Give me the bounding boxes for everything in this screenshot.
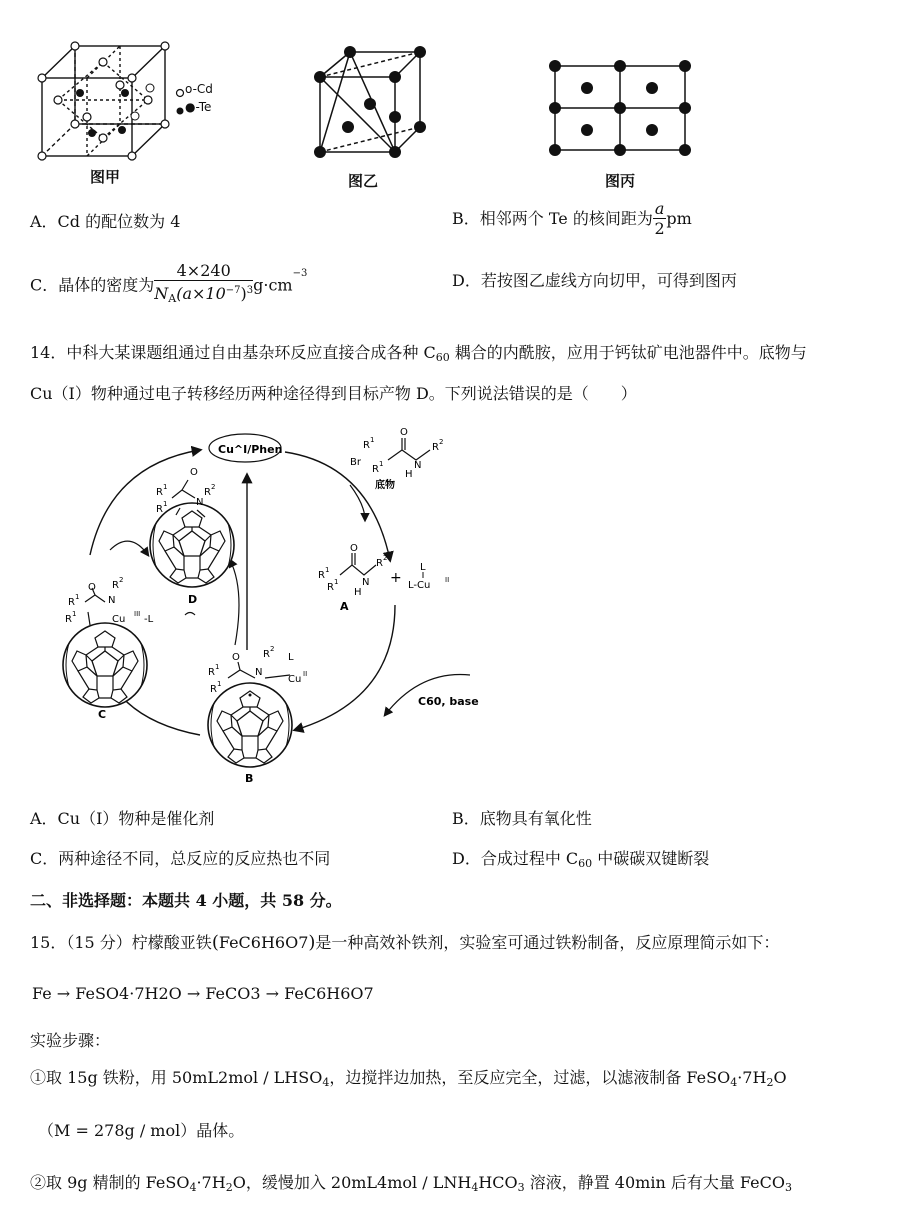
svg-text:R: R	[208, 667, 215, 678]
svg-text:L: L	[288, 652, 294, 663]
svg-text:O: O	[400, 427, 408, 438]
q15-step1-a: ①取 15g 铁粉，用 50mL2mol / LH	[30, 1068, 299, 1087]
label-c: C	[98, 708, 107, 721]
q14-stem-sub: 60	[435, 351, 450, 364]
svg-text:III: III	[134, 610, 141, 618]
svg-text:1: 1	[379, 460, 384, 468]
svg-text:1: 1	[325, 566, 330, 574]
q13-option-c	[30, 262, 307, 309]
q15-step2-d: HCO	[478, 1173, 518, 1192]
svg-text:R: R	[210, 684, 217, 695]
svg-text:II: II	[303, 670, 308, 678]
svg-text:R: R	[376, 558, 383, 569]
svg-text:1: 1	[163, 483, 168, 491]
svg-text:R: R	[372, 464, 379, 475]
svg-text:R: R	[65, 614, 72, 625]
q13-c-den-rest: (a×10	[176, 284, 226, 303]
svg-text:-L: -L	[144, 614, 154, 625]
svg-text:1: 1	[370, 436, 375, 444]
q15-formula-text: FeC6H6O7	[218, 933, 309, 952]
svg-text:2: 2	[439, 438, 444, 446]
label-b: B	[245, 772, 254, 785]
q13-b-post: pm	[666, 209, 692, 228]
svg-text:N: N	[196, 497, 204, 508]
q15-step1-line1: ①取 15g 铁粉，用 $50mL2mol / LHSO_4$，边搅拌边加热，至反应完全，过滤，以滤液制备 $FeSO_4\cdot 7H_2O$	[30, 1068, 787, 1089]
q13-c-unit-exp: −3	[292, 268, 308, 279]
q13-b-den: 2	[654, 219, 665, 238]
svg-text:N: N	[414, 460, 422, 471]
q13-option-a: A．Cd 的配位数为 4	[30, 212, 181, 231]
q15-step2-b: ·7H	[196, 1173, 226, 1192]
svg-text:H: H	[405, 469, 413, 480]
q15-formula: (FeC6H6O7)	[211, 932, 316, 953]
q14-d-post: 中碳碳双键断裂	[592, 849, 710, 868]
svg-text:L: L	[420, 562, 426, 573]
q15-step1-line2: （M = 278g / mol）晶体。	[38, 1121, 245, 1140]
q13-c-fraction	[154, 262, 253, 309]
svg-text:Br: Br	[350, 457, 361, 468]
q14-option-a: A．Cu（I）物种是催化剂	[30, 809, 215, 828]
te-symbol: ●-Te	[185, 100, 212, 114]
svg-text:R: R	[363, 440, 370, 451]
q15-steps-label: 实验步骤：	[30, 1031, 111, 1050]
svg-text:II: II	[445, 576, 450, 584]
figure-yi-cell	[310, 42, 430, 162]
q14-stem-post: 耦合的内酰胺，应用于钙钛矿电池器件中。底物与	[449, 343, 807, 362]
svg-text:2: 2	[270, 645, 275, 653]
svg-text:1: 1	[334, 578, 339, 586]
substrate-structure	[388, 438, 430, 460]
svg-text:R: R	[156, 487, 163, 498]
q15-step2-c: ，缓慢加入 20mL4mol / LNH	[245, 1173, 472, 1192]
q14-stem-line1	[30, 342, 807, 369]
svg-text:1: 1	[217, 680, 222, 688]
q14-reaction-scheme	[50, 420, 520, 795]
svg-text:N: N	[255, 667, 263, 678]
q15-step2: ②取 9g 精制的 $FeSO_4\cdot 7H_2O$，缓慢加入 $20mL4mol / LNH_4HCO_3$ 溶液，静置 40min 后有大量 FeCO$_3$	[30, 1173, 792, 1194]
svg-text:1: 1	[72, 610, 77, 618]
q15-step2-e: 溶液，静置 40min 后有大量 FeCO	[524, 1173, 785, 1192]
q15-stem	[30, 932, 779, 954]
q13-option-d: D．若按图乙虚线方向切甲，可得到图丙	[452, 271, 737, 290]
cu3-label: Cu	[112, 614, 126, 625]
svg-text:Cu: Cu	[288, 674, 302, 685]
svg-text:O: O	[190, 467, 198, 478]
q14-d-pre: D．合成过程中 C	[452, 849, 579, 868]
svg-text:1: 1	[215, 663, 220, 671]
cu2-label: L-Cu	[408, 580, 431, 591]
q15-step1-b: ，边搅拌边加热，至反应完全，过滤，以滤液制备 FeSO	[329, 1068, 731, 1087]
label-a: A	[340, 600, 349, 613]
q14-stem-pre: 14．中科大某课题组通过自由基杂环反应直接合成各种 C	[30, 343, 436, 362]
svg-text:+: +	[390, 570, 402, 586]
q15-step1-c: ·7H	[737, 1068, 767, 1087]
fig-jia-caption: 图甲	[90, 168, 121, 186]
q13-c-exp2: 3	[246, 285, 254, 296]
svg-text:2: 2	[383, 554, 388, 562]
svg-text:R: R	[112, 580, 119, 591]
svg-text:R: R	[327, 582, 334, 593]
svg-text:R: R	[68, 597, 75, 608]
svg-text:R: R	[204, 487, 211, 498]
q14-d-sub: 60	[578, 857, 593, 870]
fig-yi-caption: 图乙	[348, 172, 379, 190]
q13-option-b	[452, 200, 692, 239]
q13-c-pre: C．晶体的密度为	[30, 275, 155, 295]
svg-text:1: 1	[163, 500, 168, 508]
svg-text:R: R	[432, 442, 439, 453]
q13-b-pre: B．相邻两个 Te 的核间距为	[452, 209, 653, 228]
reagent-label: C60, base	[418, 695, 479, 708]
q14-stem-line2: Cu（I）物种通过电子转移经历两种途径得到目标产物 D。下列说法错误的是（ ）	[30, 384, 637, 403]
q13-c-na: N	[154, 284, 169, 303]
q13-c-den: $N_A(a\times 10^{-7})^3$	[154, 284, 254, 305]
q15-reaction: Fe → FeSO4·7H2O → FeCO3 → FeC6H6O7	[32, 984, 374, 1003]
svg-text:N: N	[108, 595, 116, 606]
fig-jia-legend-te	[185, 100, 211, 114]
q13-c-exp1: −7	[225, 285, 241, 296]
fig-jia-legend-cd: o-Cd	[185, 82, 213, 96]
svg-text:N: N	[362, 577, 370, 588]
svg-text:H: H	[354, 587, 362, 598]
substrate-label: 底物	[375, 480, 395, 491]
svg-text:O: O	[350, 543, 358, 554]
q15-stem-pre: 15．（15 分）柠檬酸亚铁	[30, 933, 212, 952]
svg-text:R: R	[318, 570, 325, 581]
q13-c-na-sub: A	[168, 292, 177, 305]
q15-step2-a: ②取 9g 精制的 FeSO	[30, 1173, 190, 1192]
q13-c-post: g·cm	[253, 275, 293, 295]
svg-text:R: R	[263, 649, 270, 660]
svg-text:R: R	[156, 504, 163, 515]
label-d: D	[188, 593, 198, 606]
svg-text:O: O	[88, 582, 96, 593]
figure-bing-cell	[545, 58, 695, 158]
q13-b-fraction	[653, 200, 667, 239]
svg-text:1: 1	[75, 593, 80, 601]
q15-stem-post: 是一种高效补铁剂，实验室可通过铁粉制备，反应原理简示如下：	[315, 933, 780, 952]
q14-option-d	[452, 848, 709, 875]
fig-bing-caption: 图丙	[605, 172, 636, 190]
svg-text:O: O	[232, 652, 240, 663]
svg-text:2: 2	[211, 483, 216, 491]
section2-heading: 二、非选择题：本题共 4 小题，共 58 分。	[30, 891, 342, 910]
svg-text:2: 2	[119, 576, 124, 584]
q13-b-num: a	[654, 199, 665, 218]
q14-option-c: C．两种途径不同，总反应的反应热也不同	[30, 849, 331, 868]
cu-phen-label: Cu^I/Phen	[218, 443, 283, 456]
q14-option-b: B．底物具有氧化性	[452, 809, 592, 828]
q13-c-num: 4×240	[154, 262, 253, 281]
